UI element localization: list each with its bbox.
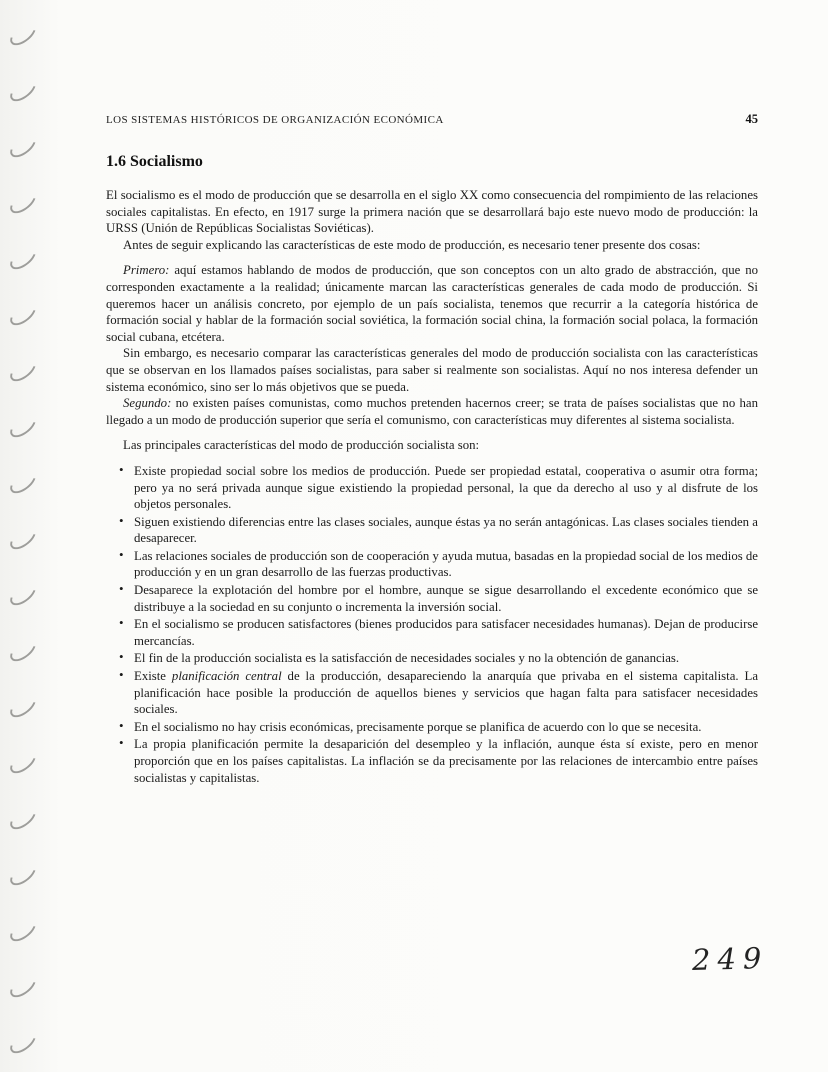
page-number: 45 bbox=[745, 112, 758, 126]
list-item-text-emphasis: planificación central bbox=[171, 669, 282, 684]
bullet-icon: • bbox=[119, 667, 124, 683]
list-item-text: El fin de la producción socialista es la satisfacción de necesidades sociales y no la obtención de ganancias. bbox=[134, 651, 680, 666]
binding-marks bbox=[0, 0, 60, 1072]
binding-mark bbox=[6, 18, 39, 49]
binding-mark bbox=[6, 914, 39, 945]
bullet-icon: • bbox=[119, 546, 124, 562]
paragraph bbox=[106, 345, 758, 395]
binding-mark bbox=[6, 74, 39, 105]
binding-mark bbox=[6, 298, 39, 329]
bullet-list bbox=[106, 463, 758, 786]
paragraph bbox=[106, 395, 758, 428]
list-item-text-pre: Existe bbox=[134, 669, 172, 684]
binding-mark bbox=[6, 802, 39, 833]
page-content bbox=[106, 112, 758, 787]
running-header: LOS SISTEMAS HISTÓRICOS DE ORGANIZACIÓN ECONÓMICA bbox=[106, 114, 444, 126]
list-item bbox=[119, 719, 758, 736]
list-item bbox=[119, 548, 758, 581]
binding-mark bbox=[6, 858, 39, 889]
paragraph-lead: Segundo: bbox=[123, 396, 176, 411]
binding-mark bbox=[6, 690, 39, 721]
list-item bbox=[119, 514, 758, 547]
paragraph bbox=[106, 187, 758, 237]
list-item-text: En el socialismo se producen satisfactores (bienes producidos para satisfacer necesidades humanas). Dejan de producirse mercancías. bbox=[134, 617, 758, 648]
list-item-text: Existe propiedad social sobre los medios de producción. Puede ser propiedad estatal, cooperativa o asumir otra forma; pero ya no será privada aunque sigue existiendo la propiedad personal, la que da derecho al uso y al disfrute de los objetos personales. bbox=[134, 463, 758, 512]
binding-mark bbox=[6, 522, 39, 553]
list-item-text: Siguen existiendo diferencias entre las clases sociales, aunque éstas ya no serán antagónicas. Las clases sociales tienden a desaparecer. bbox=[134, 514, 758, 546]
paragraph-text: aquí estamos hablando de modos de producción, que son conceptos con un alto grado de abstracción, que no corresponden exactamente a la realidad; únicamente marcan las características generales de cada modo de producción. Si queremos hacer un análisis concreto, por ejemplo de un país socialista, tenemos que recurrir a la categoría histórica de formación social y hablar de la formación social soviética, la formación social china, la formación social polaca, la formación social cubana, etcétera. bbox=[106, 263, 759, 344]
paragraph-lead: Primero: bbox=[123, 263, 175, 278]
list-item-text: En el socialismo no hay crisis económicas, precisamente porque se planifica de acuerdo con lo que se necesita. bbox=[134, 719, 702, 734]
list-item-text-post: de la producción, desapareciendo la anarquía que privaba en el sistema capitalista. La planificación hace posible la producción de aquellos bienes y servicios que hagan falta para satisfacer necesidades sociales. bbox=[134, 669, 758, 717]
list-item bbox=[119, 650, 758, 667]
binding-mark bbox=[6, 410, 39, 441]
paragraph-text: Antes de seguir explicando las características de este modo de producción, es necesario tener presente dos cosas: bbox=[123, 237, 701, 252]
binding-mark bbox=[6, 466, 39, 497]
paragraph-text: Las principales características del modo de producción socialista son: bbox=[123, 438, 480, 453]
bullet-icon: • bbox=[119, 512, 124, 528]
bullet-icon: • bbox=[119, 649, 124, 665]
body-text bbox=[106, 187, 758, 786]
bullet-icon: • bbox=[119, 615, 124, 631]
paragraph bbox=[106, 262, 758, 345]
bullet-icon: • bbox=[119, 717, 124, 733]
handwritten-page-number: 249 bbox=[691, 941, 769, 977]
list-item bbox=[119, 668, 758, 718]
bullet-icon: • bbox=[119, 461, 124, 477]
paragraph-text: no existen países comunistas, como muchos pretenden hacernos creer; se trata de países socialistas que no han llegado a un modo de producción superior que sería el comunismo, con características muy diferentes al sistema socialista. bbox=[106, 396, 758, 427]
binding-mark bbox=[6, 1026, 39, 1057]
list-item bbox=[119, 736, 758, 786]
list-item-text bbox=[134, 669, 758, 716]
list-item-text: Las relaciones sociales de producción son de cooperación y ayuda mutua, basadas en la propiedad social de los medios de producción y en un gran desarrollo de las fuerzas productivas. bbox=[134, 548, 758, 580]
binding-mark bbox=[6, 354, 39, 385]
page-header bbox=[106, 112, 758, 127]
list-item-text: La propia planificación permite la desaparición del desempleo y la inflación, aunque ésta sí existe, pero en menor proporción que en los países capitalistas. La inflación se da precisamente por las relaciones de intercambio entre países socialistas y capitalistas. bbox=[134, 737, 758, 785]
paragraph-text: El socialismo es el modo de producción que se desarrolla en el siglo XX como consecuencia del rompimiento de las relaciones sociales capitalistas. En efecto, en 1917 surge la primera nación que se desarrollará bajo este nuevo modo de producción: la URSS (Unión de Repúblicas Socialistas Soviéticas). bbox=[106, 188, 758, 236]
list-item-text: Desaparece la explotación del hombre por el hombre, aunque se sigue desarrollando el excedente económico que se distribuye a la sociedad en su conjunto o incrementa la inversión social. bbox=[134, 583, 758, 614]
binding-mark bbox=[6, 970, 39, 1001]
bullet-icon: • bbox=[119, 735, 124, 751]
binding-mark bbox=[6, 578, 39, 609]
list-item bbox=[119, 463, 758, 513]
binding-mark bbox=[6, 186, 39, 217]
bullet-icon: • bbox=[119, 581, 124, 597]
paragraph bbox=[106, 237, 758, 254]
binding-mark bbox=[6, 242, 39, 273]
binding-mark bbox=[6, 130, 39, 161]
list-item bbox=[119, 582, 758, 615]
paragraph-text: Sin embargo, es necesario comparar las características generales del modo de producción socialista con las características que se observan en los llamados países socialistas, para saber si realmente son socialistas. Aquí no nos interesa defender un sistema económico, sino ser lo más objetivos que se pueda. bbox=[106, 346, 758, 394]
list-item bbox=[119, 616, 758, 649]
paragraph bbox=[106, 437, 758, 454]
binding-mark bbox=[6, 634, 39, 665]
binding-mark bbox=[6, 746, 39, 777]
section-title: 1.6 Socialismo bbox=[106, 153, 203, 170]
